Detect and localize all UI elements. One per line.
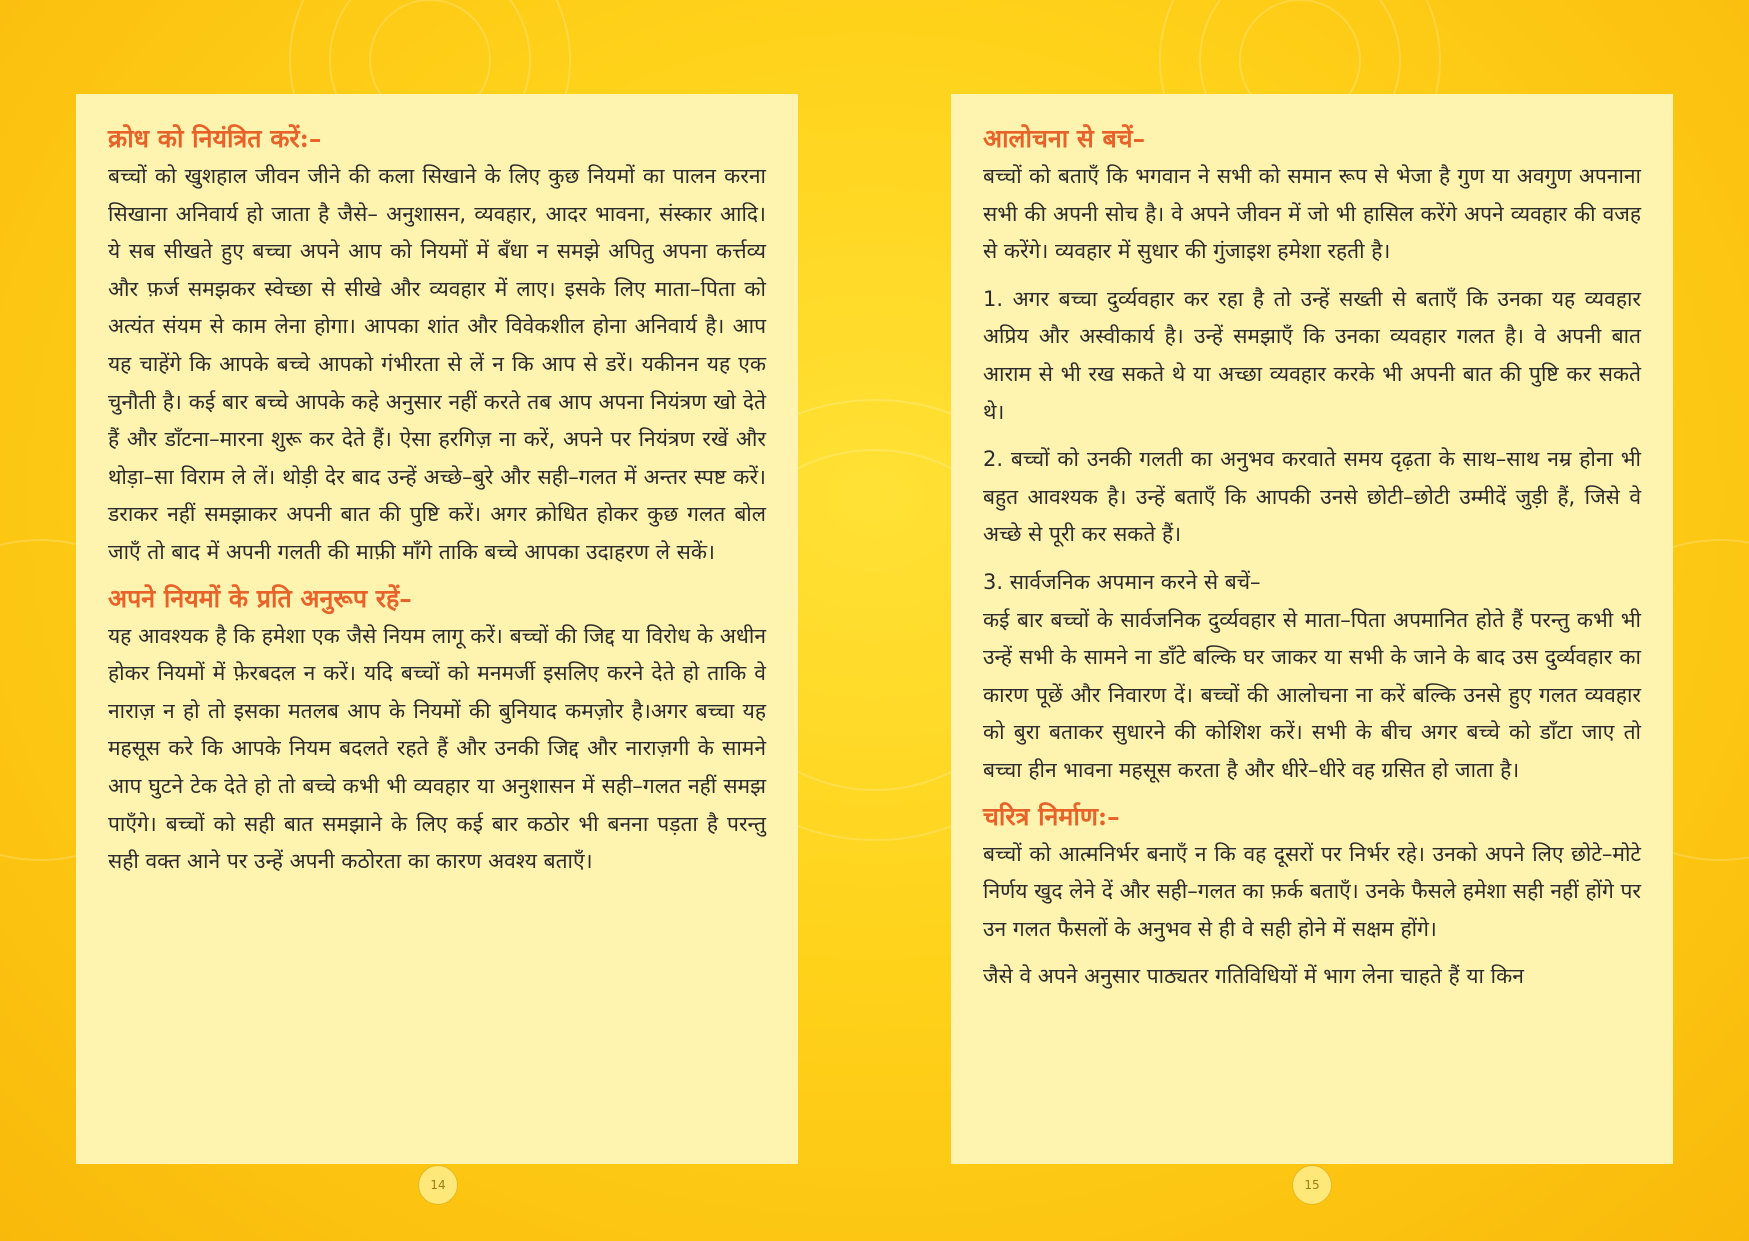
page-number-right: 15 — [1292, 1165, 1332, 1205]
left-page — [76, 94, 798, 1164]
section-heading-anger-control: क्रोध को नियंत्रित करें:– — [108, 124, 322, 153]
section-heading-avoid-criticism: आलोचना से बचें– — [983, 124, 1146, 153]
section-heading-character-building: चरित्र निर्माण:– — [983, 801, 1120, 831]
numbered-point-3-body: कई बार बच्चों के सार्वजनिक दुर्व्यवहार से माता–पिता अपमानित होते हैं परन्तु कभी भी उन्हें सभी के सामने ना डाँटे बल्कि घर जाकर या सभी के जाने के बाद उस दुर्व्यवहार का कारण पूछें और निवारण दें। बच्चों की आलोचना ना करें बल्कि उनसे हुए गलत व्यवहार को बुरा बताकर सुधारने की कोशिश करें। सभी के बीच अगर बच्चे को डाँटा जाए तो बच्चा हीन भावना महसूस करता है और धीरे–धीरे वह ग्रसित हो जाता है। — [983, 607, 1641, 782]
numbered-point-2: 2. बच्चों को उनकी गलती का अनुभव करवाते समय दृढ़ता के साथ–साथ नम्र होना भी बहुत आवश्यक है। उन्हें बताएँ कि आपकी उनसे छोटी–छोटी उम्मीदें जुड़ी हैं, जिसे वे अच्छे से पूरी कर सकते हैं। — [983, 447, 1641, 547]
numbered-point-3-title: 3. सार्वजनिक अपमान करने से बचें– — [983, 569, 1261, 594]
right-page — [951, 94, 1673, 1164]
section-paragraph: बच्चों को आत्मनिर्भर बनाएँ न कि वह दूसरों पर निर्भर रहे। उनको अपने लिए छोटे–मोटे निर्णय खुद लेने दें और सही–गलत का फ़र्क बताएँ। उनके फैसले हमेशा सही नहीं होंगे पर उन गलत फैसलों के अनुभव से ही वे सही होने में सक्षम होंगे। — [983, 841, 1641, 941]
section-paragraph-continued: जैसे वे अपने अनुसार पाठ्यतर गतिविधियों में भाग लेना चाहते हैं या किन — [983, 964, 1524, 989]
section-heading-consistent-rules: अपने नियमों के प्रति अनुरूप रहें– — [108, 583, 412, 613]
page-number-left: 14 — [418, 1165, 458, 1205]
section-paragraph: बच्चों को खुशहाल जीवन जीने की कला सिखाने के लिए कुछ नियमों का पालन करना सिखाना अनिवार्य हो जाता है जैसे– अनुशासन, व्यवहार, आदर भावना, संस्कार आदि। ये सब सीखते हुए बच्चा अपने आप को नियमों में बँधा न समझे अपितु अपना कर्त्तव्य और फ़र्ज समझकर स्वेच्छा से सीखे और व्यवहार में लाए। इसके लिए माता–पिता को अत्यंत संयम से काम लेना होगा। आपका शांत और विवेकशील होना अनिवार्य है। आप यह चाहेंगे कि आपके बच्चे आपको गंभीरता से लें न कि आप से डरें। यकीनन यह एक चुनौती है। कई बार बच्चे आपके कहे अनुसार नहीं करते तब आप अपना नियंत्रण खो देते हैं और डाँटना–मारना शुरू कर देते हैं। ऐसा हरगिज़ ना करें, अपने पर नियंत्रण रखें और थोड़ा–सा विराम ले लें। थोड़ी देर बाद उन्हें अच्छे–बुरे और सही–गलत में अन्तर स्पष्ट करें। डराकर नहीं समझाकर अपनी बात की पुष्टि करें। अगर क्रोधित होकर कुछ गलत बोल जाएँ तो बाद में अपनी गलती की माफ़ी माँगे ताकि बच्चे आपका उदाहरण ले सकें। — [108, 164, 766, 564]
numbered-point-1: 1. अगर बच्चा दुर्व्यवहार कर रहा है तो उन्हें सख्ती से बताएँ कि उनका यह व्यवहार अप्रिय और अस्वीकार्य है। उन्हें समझाएँ कि उनका व्यवहार गलत है। वे अपनी बात आराम से भी रख सकते थे या अच्छा व्यवहार करके भी अपनी बात की पुष्टि कर सकते थे। — [983, 286, 1641, 424]
section-paragraph: बच्चों को बताएँ कि भगवान ने सभी को समान रूप से भेजा है गुण या अवगुण अपनाना सभी की अपनी सोच है। वे अपने जीवन में जो भी हासिल करेंगे अपने व्यवहार की वजह से करेंगे। व्यवहार में सुधार की गुंजाइश हमेशा रहती है। — [983, 164, 1641, 264]
section-paragraph: यह आवश्यक है कि हमेशा एक जैसे नियम लागू करें। बच्चों की जिद्द या विरोध के अधीन होकर नियमों में फ़ेरबदल न करें। यदि बच्चों को मनमर्जी इसलिए करने देते हो ताकि वे नाराज़ न हो तो इसका मतलब आप के नियमों की बुनियाद कमज़ोर है।अगर बच्चा यह महसूस करे कि आपके नियम बदलते रहते हैं और उनकी जिद्द और नाराज़गी के सामने आप घुटने टेक देते हो तो बच्चे कभी भी व्यवहार या अनुशासन में सही–गलत नहीं समझ पाएँगे। बच्चों को सही बात समझाने के लिए कई बार कठोर भी बनना पड़ता है परन्तु सही वक्त आने पर उन्हें अपनी कठोरता का कारण अवश्य बताएँ। — [108, 623, 766, 874]
